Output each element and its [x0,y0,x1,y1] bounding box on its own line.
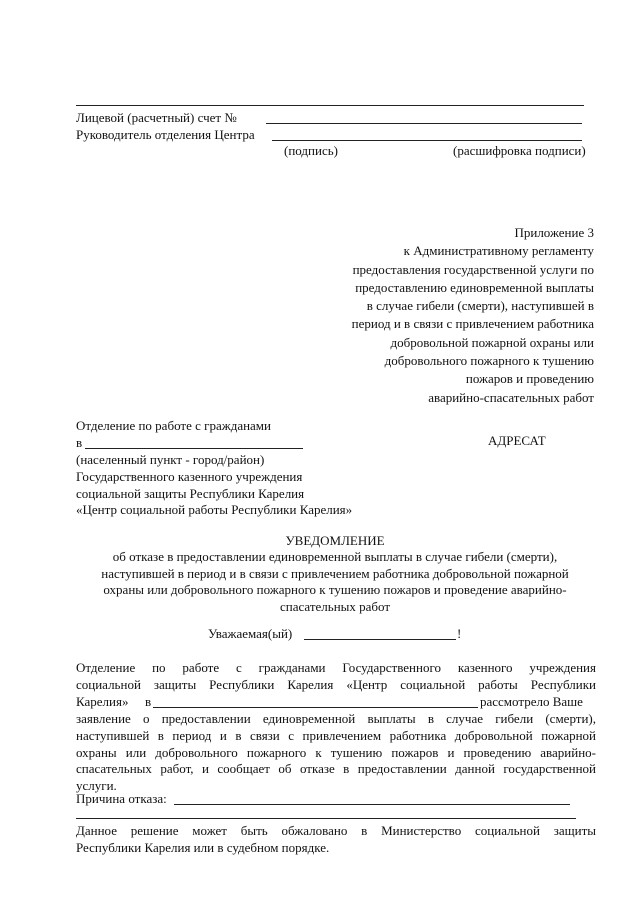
notice-subtitle-line: об отказе в предоставлении единовременной выплаты в случае гибели (смерти), [112,549,558,564]
body-line-3-b: в [145,694,152,709]
body-line-7: спасательных работ, и сообщает об отказе в предоставлении данной государственной [76,761,596,776]
appendix-line: пожаров и проведению [465,371,594,387]
sender-line-5: социальной защиты Республики Карелия [76,486,305,501]
appendix-line: предоставления государственной услуги по [352,261,594,277]
account-field[interactable] [266,123,582,124]
reason-label: Причина отказа: [76,791,167,806]
body-line-6: охраны или добровольного пожарного к тушению пожаров и проведению аварийно- [76,745,596,760]
notice-subtitle-line: наступившей в период и в связи с привлечением работника добровольной пожарной [101,565,569,581]
account-label: Лицевой (расчетный) счет № [76,110,237,125]
notice-subtitle-line: спасательных работ [279,598,391,614]
appendix-line: добровольной пожарной охраны или [390,334,594,350]
sender-line-2-prefix: в [76,435,83,450]
greeting-prefix: Уважаемая(ый) [208,626,293,641]
appendix-line: добровольного пожарного к тушению [384,353,594,369]
appendix-line: Приложение 3 [514,225,594,240]
head-label: Руководитель отделения Центра [76,127,255,142]
review-place-field[interactable] [153,707,478,708]
top-rule [76,105,584,106]
head-signature-field[interactable] [272,140,582,141]
notice-subtitle [0,549,640,615]
body-line-4: заявление о предоставлении единовременной выплаты в случае гибели (смерти), [76,711,596,726]
signature-decode-caption: (расшифровка подписи) [453,143,586,158]
body-line-5: наступившей в период и в связи с привлечением работника добровольной пожарной [76,728,596,743]
sender-line-4: Государственного казенного учреждения [76,469,303,484]
signature-caption: (подпись) [284,143,338,158]
body-line-1: Отделение по работе с гражданами Государственного казенного учреждения [76,660,596,675]
appendix-line: период и в связи с привлечением работника [351,316,594,332]
body-line-2: социальной защиты Республики Карелия «Центр социальной работы Республики [76,677,596,692]
appendix-block [300,224,594,407]
appeal-line-1: Данное решение может быть обжаловано в Министерство социальной защиты [76,823,596,838]
appendix-line: к Административному регламенту [403,243,594,259]
sender-line-1: Отделение по работе с гражданами [76,418,271,433]
appendix-line: предоставлению единовременной выплаты [355,279,594,295]
appendix-line: в случае гибели (смерти), наступившей в [366,298,594,314]
body-line-8: услуги. [76,778,117,793]
sender-line-6: «Центр социальной работы Республики Карелия» [76,502,353,517]
body-line-3-a: Карелия» [76,694,129,709]
appendix-line: аварийно-спасательных работ [428,389,594,405]
addressee-label: АДРЕСАТ [488,433,546,448]
sender-line-3: (населенный пункт - город/район) [76,452,265,467]
notice-subtitle-line: охраны или добровольного пожарного к тушению пожаров и проведение аварийно- [103,582,567,597]
recipient-name-field[interactable] [304,639,456,640]
reason-field[interactable] [174,804,570,805]
settlement-field[interactable] [85,448,303,449]
reason-field-continued[interactable] [76,818,576,819]
body-line-3-c: рассмотрело Ваше [480,694,583,709]
appeal-line-2: Республики Карелия или в судебном порядке. [76,840,330,855]
notice-title: УВЕДОМЛЕНИЕ [285,533,385,548]
greeting-suffix: ! [457,626,462,641]
